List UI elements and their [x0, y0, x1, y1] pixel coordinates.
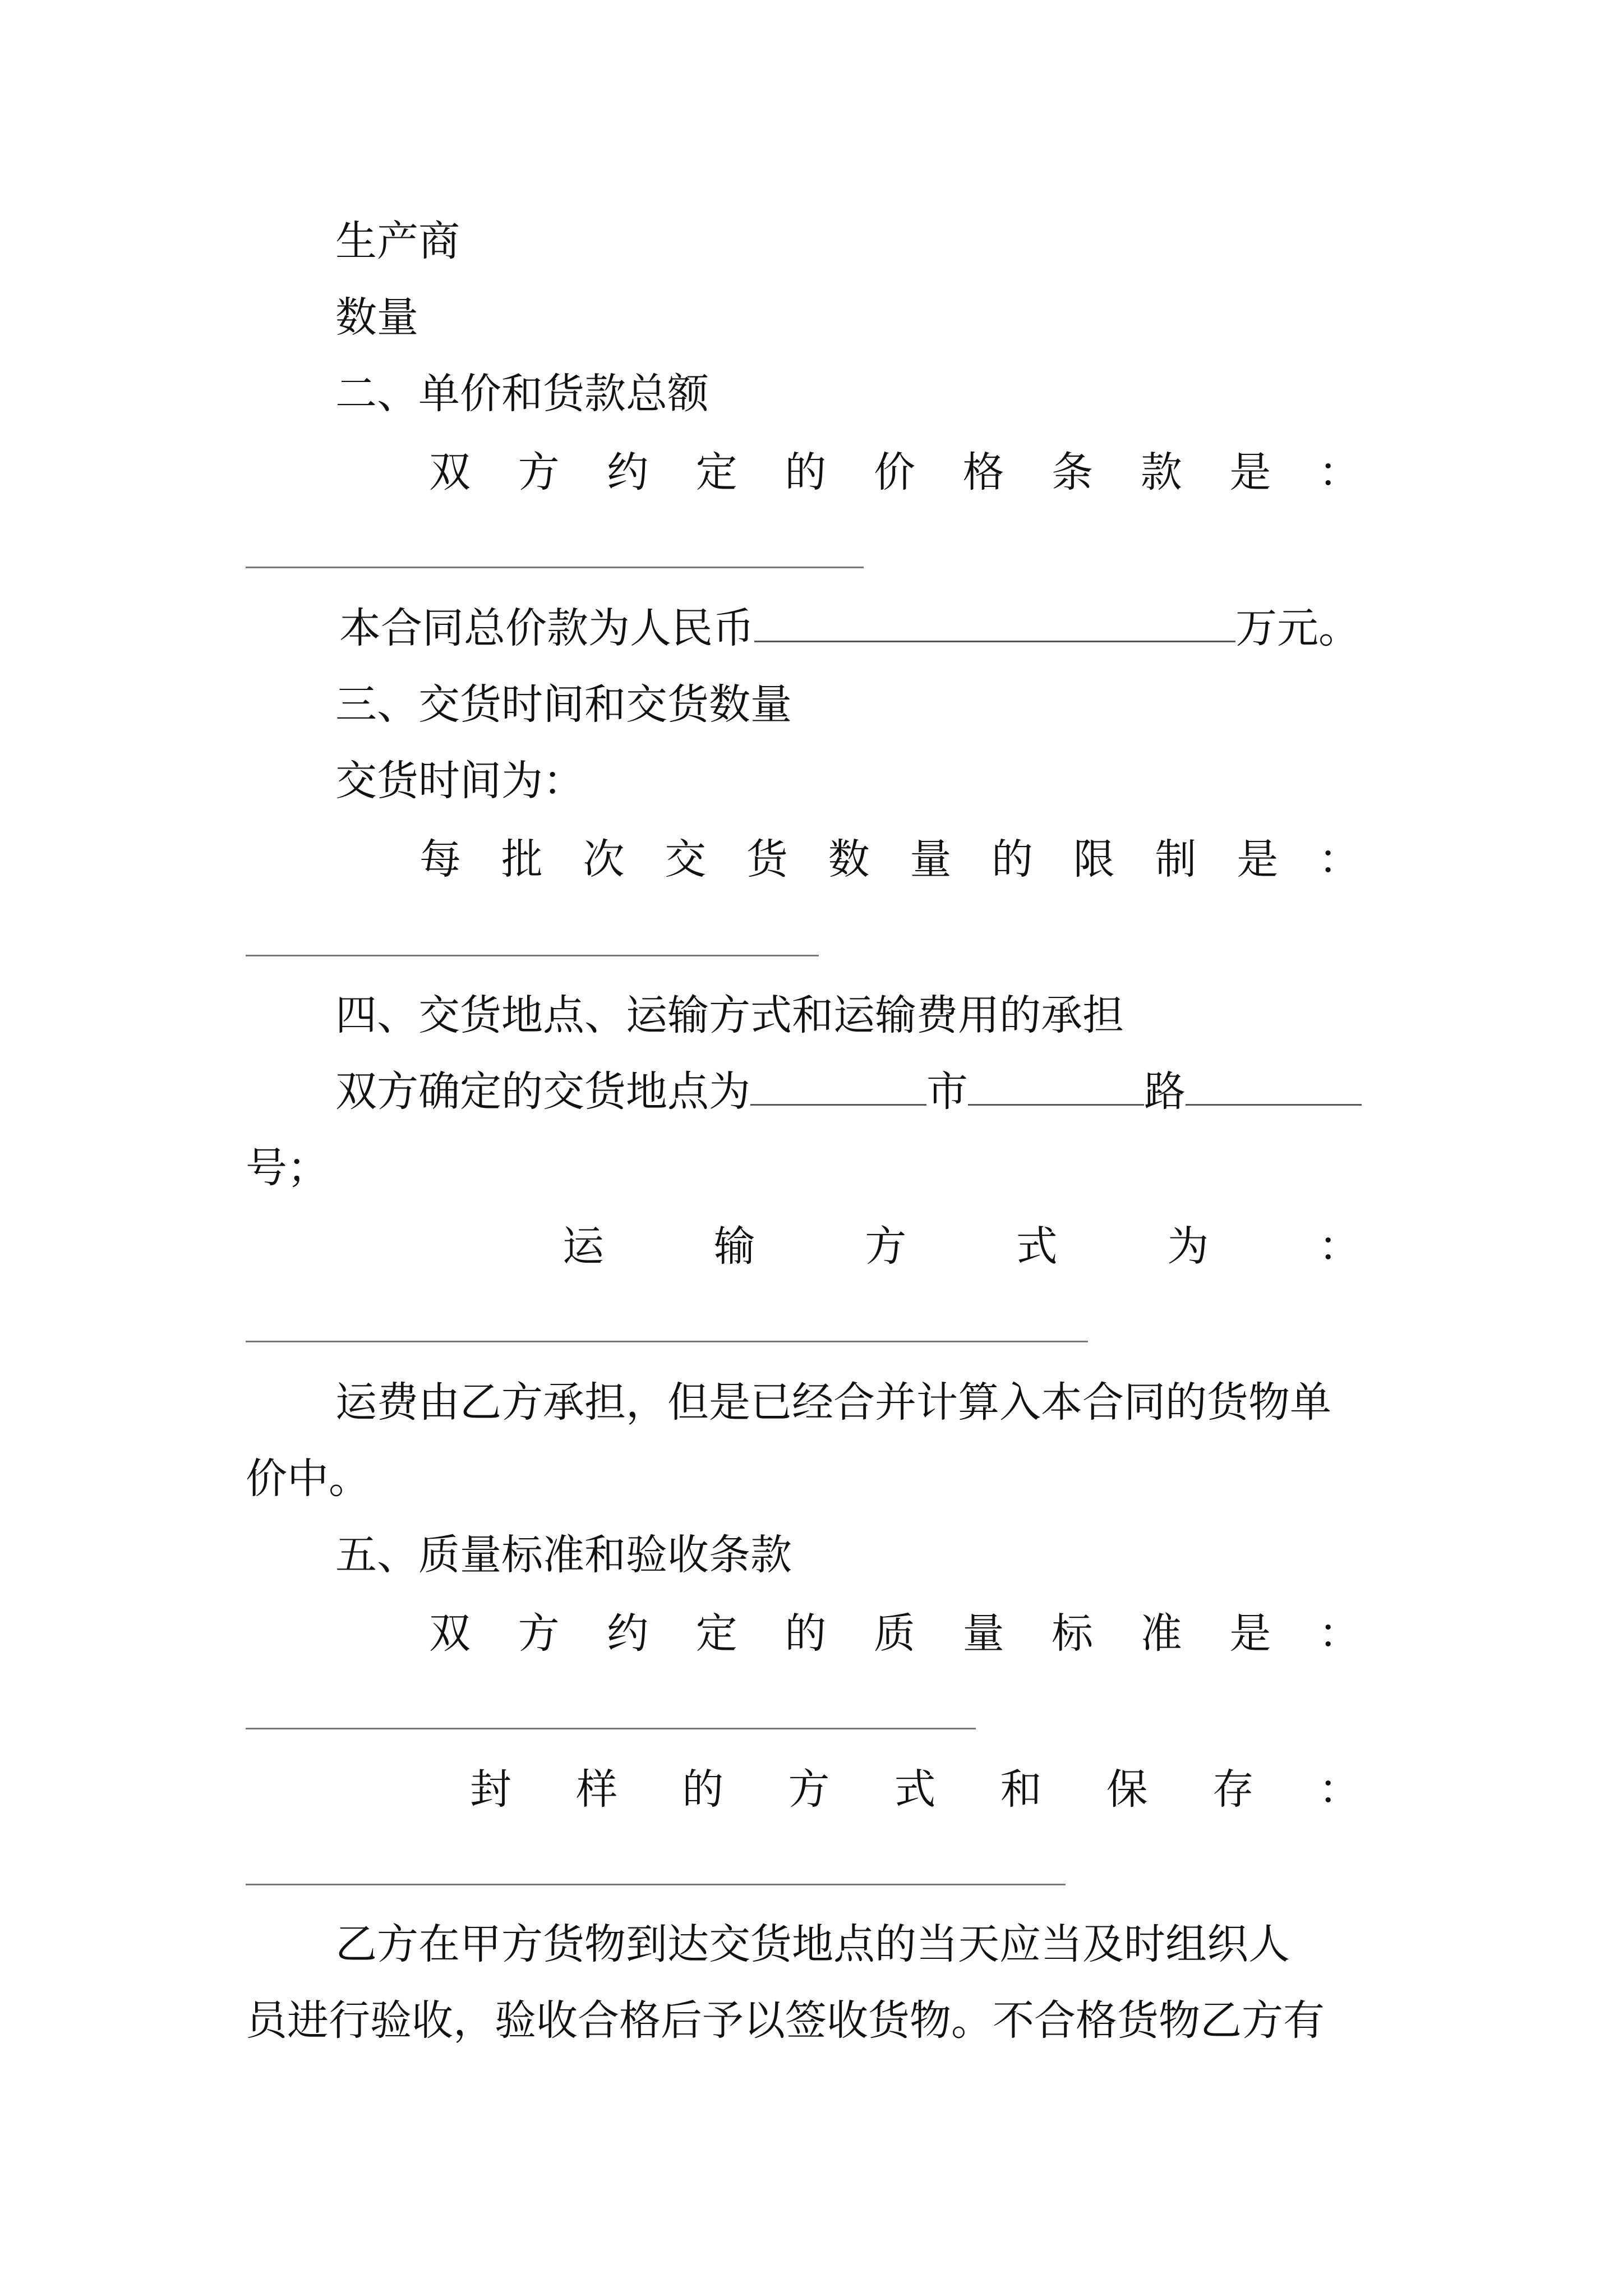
spread-char: 量: [962, 1609, 1004, 1658]
spread-char: 量: [910, 835, 952, 884]
number-blank: [1186, 1065, 1362, 1106]
spread-char: 双: [429, 1609, 471, 1658]
spread-char: 方: [518, 448, 560, 496]
spread-char: 交: [665, 835, 707, 884]
total-price-prefix: 本合同总价款为人民币: [339, 604, 754, 652]
spread-char: 定: [695, 448, 737, 496]
spread-char: 运: [562, 1222, 604, 1271]
spread-char: 格: [962, 448, 1004, 496]
spread-char: 制: [1155, 835, 1197, 884]
price-terms-blank: [246, 567, 864, 568]
road-blank: [968, 1065, 1144, 1106]
spread-char: 约: [607, 448, 649, 496]
section-3-heading: 三、交货时间和交货数量: [335, 680, 792, 729]
spread-char: 的: [785, 448, 827, 496]
spread-char: 存: [1212, 1765, 1254, 1814]
spread-char: 定: [695, 1609, 737, 1658]
spread-char: ：: [1318, 1609, 1360, 1658]
spread-char: 批: [501, 835, 543, 884]
spread-char: ：: [1318, 1222, 1360, 1271]
spread-char: 是: [1237, 835, 1279, 884]
spread-char: 数: [828, 835, 870, 884]
number-label: 号；: [246, 1144, 329, 1192]
spread-char: 是: [1229, 448, 1271, 496]
spread-char: 输: [713, 1222, 755, 1271]
spread-char: 价: [873, 448, 915, 496]
spread-char: 质: [873, 1609, 915, 1658]
delivery-location-line: [335, 1064, 1362, 1120]
spread-char: 的: [785, 1609, 827, 1658]
spread-char: 式: [894, 1765, 936, 1814]
spread-char: 封: [470, 1765, 511, 1814]
delivery-time-label: 交货时间为：: [335, 757, 584, 805]
spread-char: 方: [865, 1222, 907, 1271]
section-5-heading: 五、质量标准和验收条款: [335, 1531, 792, 1579]
spread-char: 式: [1016, 1222, 1058, 1271]
sample-storage-blank: [246, 1884, 1066, 1885]
city-blank: [750, 1065, 926, 1106]
spread-char: 款: [1140, 448, 1182, 496]
spread-char: 约: [607, 1609, 649, 1658]
spread-char: 的: [682, 1765, 724, 1814]
freight-line-2: 价中。: [246, 1455, 370, 1503]
acceptance-line-1: 乙方在甲方货物到达交货地点的当天应当及时组织人: [335, 1920, 1290, 1968]
section-2-heading: 二、单价和货款总额: [335, 370, 709, 418]
spread-char: 为: [1167, 1222, 1209, 1271]
total-price-line: [339, 600, 1360, 656]
spread-char: 双: [429, 448, 471, 496]
spread-char: 的: [992, 835, 1034, 884]
transport-line: [562, 1218, 1360, 1274]
location-prefix: 双方确定的交货地点为: [335, 1068, 750, 1116]
spread-char: 方: [518, 1609, 560, 1658]
spread-char: ：: [1318, 1765, 1360, 1814]
spread-char: 和: [1000, 1765, 1042, 1814]
spread-char: 标: [1052, 1609, 1094, 1658]
quality-standard-line: [429, 1605, 1360, 1662]
spread-char: 保: [1106, 1765, 1148, 1814]
road-label: 路: [1144, 1068, 1186, 1116]
spread-char: 条: [1052, 448, 1094, 496]
total-price-suffix: 万元。: [1235, 604, 1360, 652]
batch-limit-line: [419, 831, 1360, 887]
batch-limit-blank: [246, 955, 819, 956]
price-terms-line: [429, 444, 1360, 500]
spread-char: 是: [1229, 1609, 1271, 1658]
spread-char: ：: [1318, 835, 1360, 884]
spread-char: 货: [746, 835, 788, 884]
spread-char: 准: [1140, 1609, 1182, 1658]
freight-line-1: 运费由乙方承担，但是已经合并计算入本合同的货物单: [335, 1378, 1331, 1427]
total-price-blank: [754, 601, 1235, 642]
sample-storage-line: [470, 1761, 1360, 1818]
spread-char: 样: [576, 1765, 618, 1814]
section-4-heading: 四、交货地点、运输方式和运输费用的承担: [335, 991, 1124, 1039]
spread-char: 每: [419, 835, 461, 884]
spread-char: 限: [1073, 835, 1115, 884]
quality-standard-blank: [246, 1728, 976, 1729]
quantity-label: 数量: [335, 293, 418, 342]
spread-char: 次: [583, 835, 625, 884]
spread-char: ：: [1318, 448, 1360, 496]
city-label: 市: [926, 1068, 968, 1116]
producer-label: 生产商: [335, 217, 460, 265]
spread-char: 方: [788, 1765, 830, 1814]
transport-blank: [246, 1341, 1088, 1342]
acceptance-line-2: 员进行验收，验收合格后予以签收货物。不合格货物乙方有: [246, 1996, 1325, 2045]
